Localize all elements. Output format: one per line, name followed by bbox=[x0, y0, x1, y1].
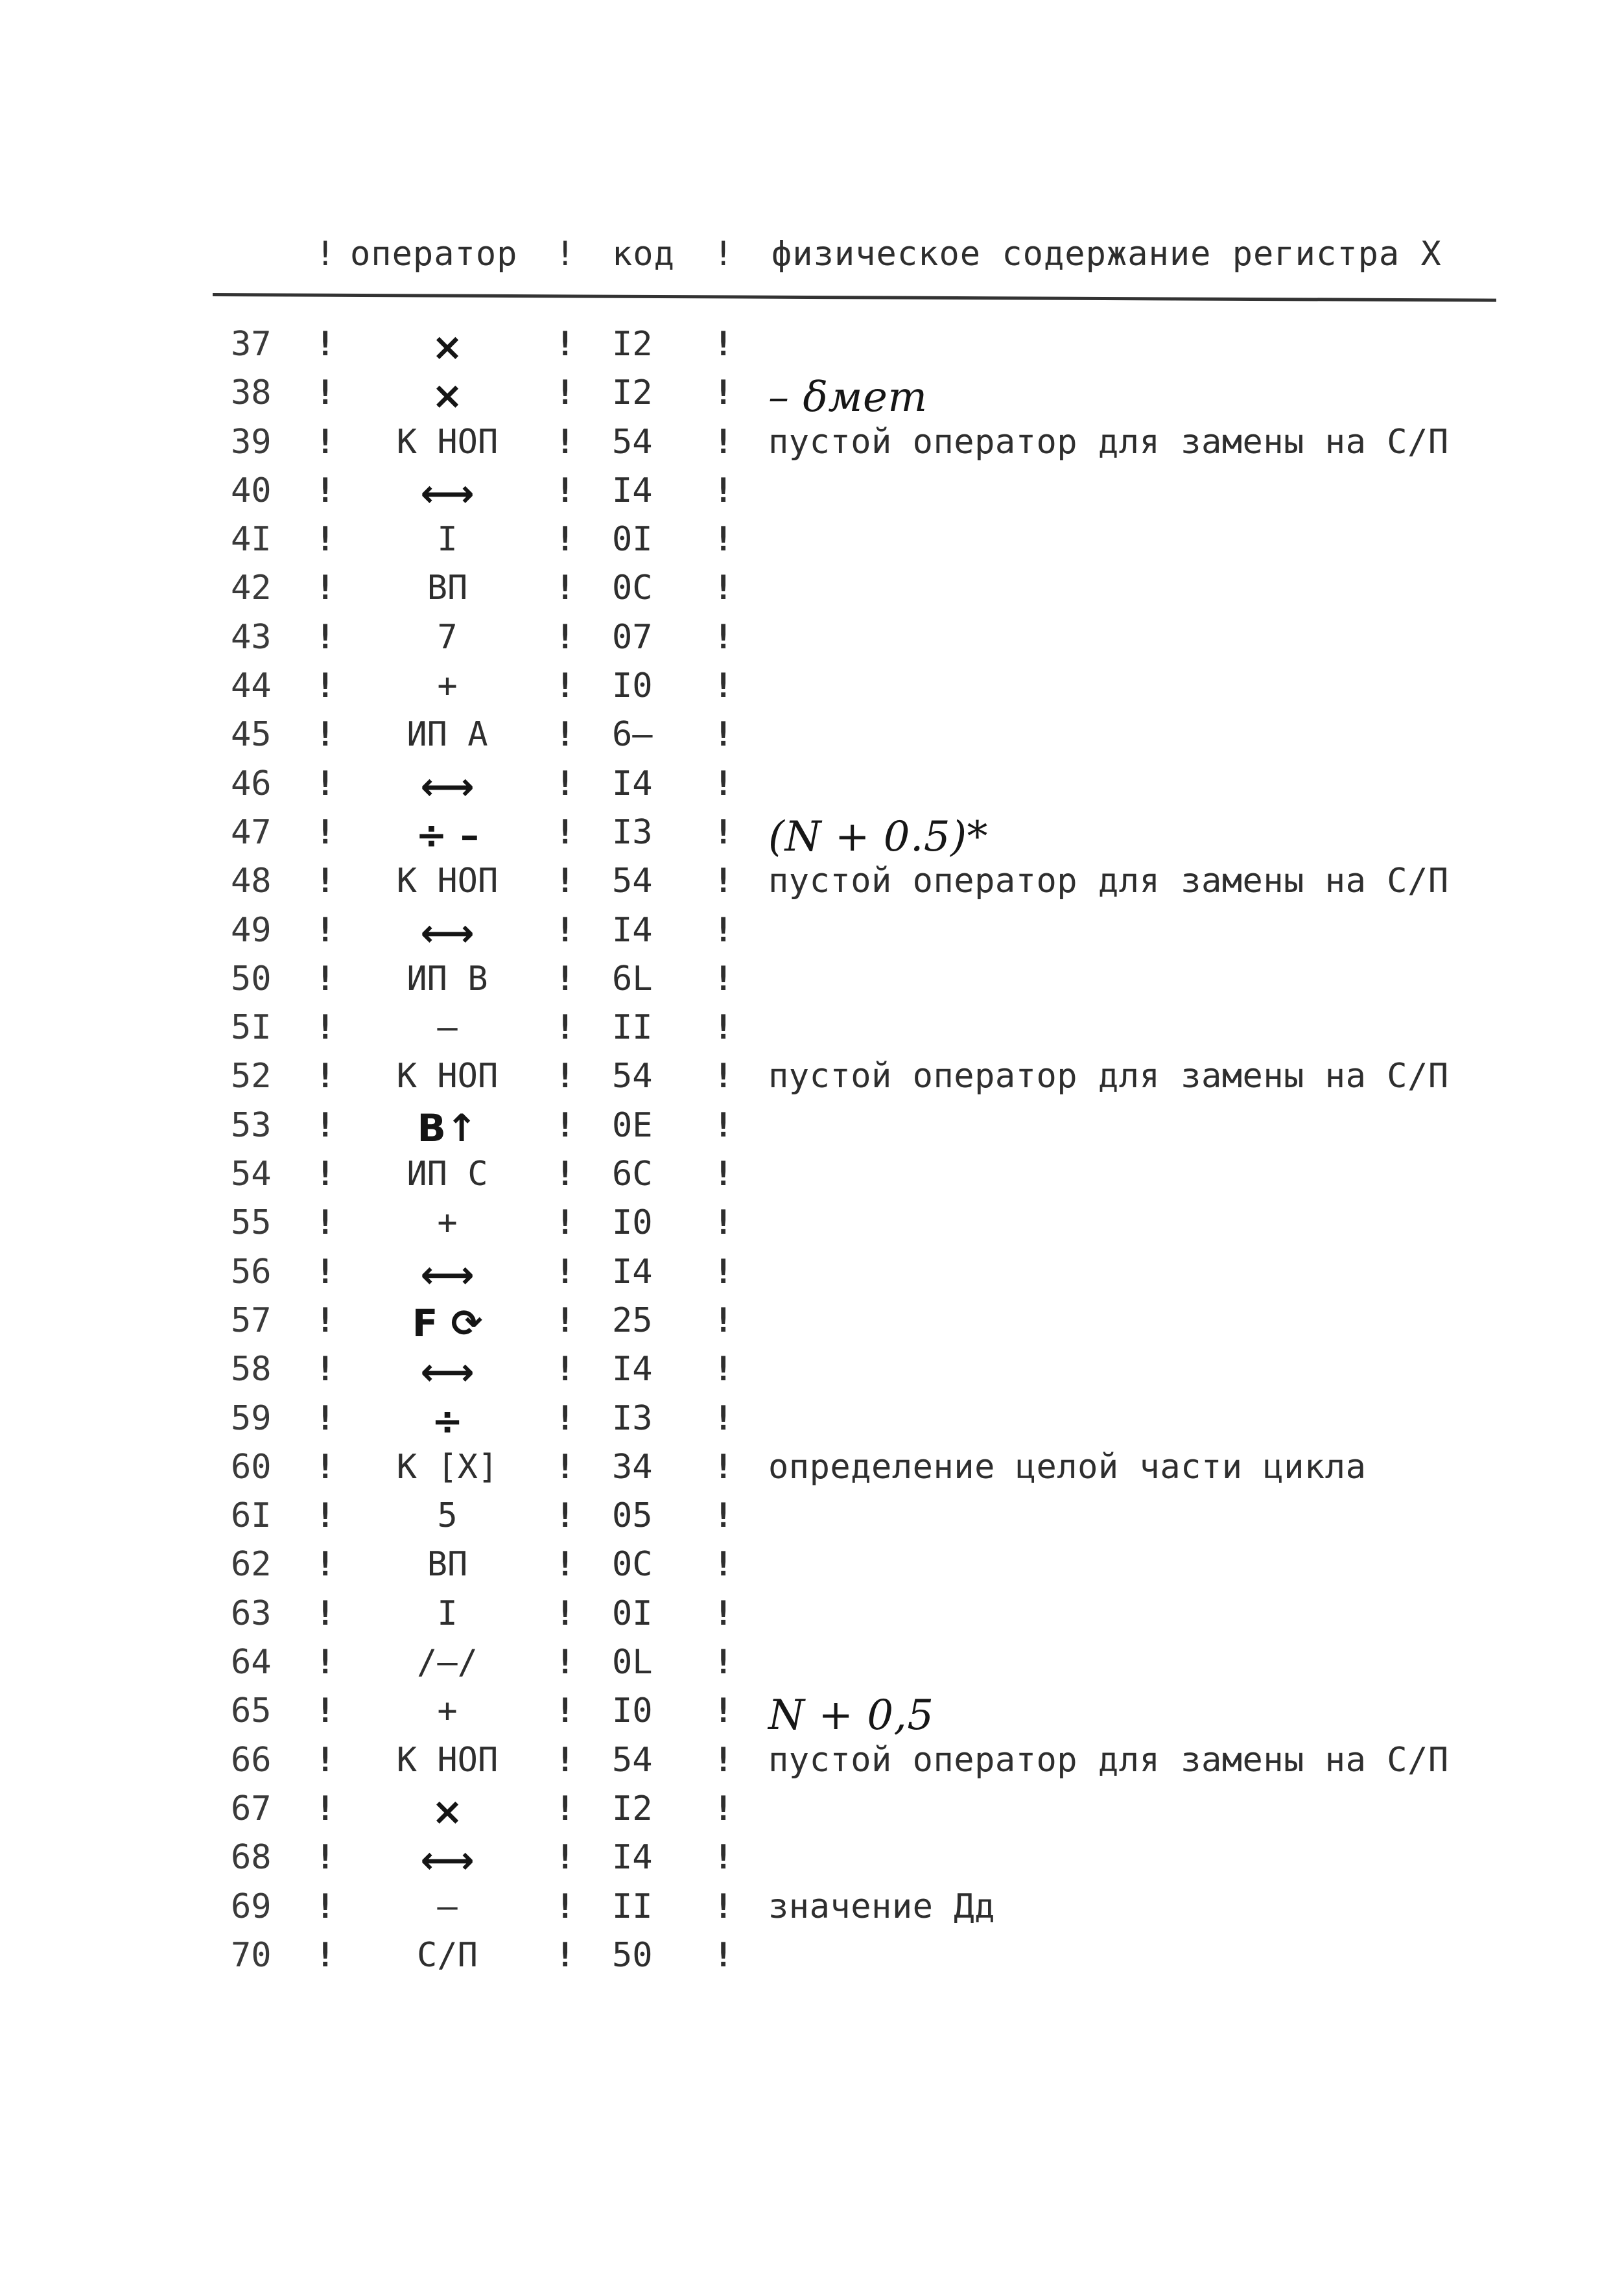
column-separator: ! bbox=[315, 1789, 336, 1828]
operator-cell: ⟷ bbox=[420, 1350, 475, 1395]
column-separator: ! bbox=[555, 862, 576, 901]
column-separator: ! bbox=[555, 1740, 576, 1780]
description-cell: пустой оператор для замены на С/П bbox=[768, 862, 1449, 901]
step-number: 66 bbox=[231, 1740, 272, 1780]
operator-cell: I bbox=[437, 520, 458, 560]
step-number: 59 bbox=[231, 1398, 272, 1438]
code-cell: 54 bbox=[612, 422, 653, 462]
column-separator: ! bbox=[713, 1643, 734, 1682]
column-separator: ! bbox=[713, 1935, 734, 1975]
description-cell: пустой оператор для замены на С/П bbox=[768, 422, 1449, 462]
description-cell: пустой оператор для замены на С/П bbox=[768, 1057, 1449, 1096]
column-separator: ! bbox=[315, 1887, 336, 1926]
step-number: 64 bbox=[231, 1643, 272, 1682]
column-separator: ! bbox=[713, 1838, 734, 1878]
column-separator: ! bbox=[555, 373, 576, 413]
listing-row bbox=[0, 663, 1624, 711]
step-number: 46 bbox=[231, 764, 272, 803]
column-separator: ! bbox=[713, 422, 734, 462]
column-separator: ! bbox=[555, 1838, 576, 1878]
operator-cell: + bbox=[437, 1691, 458, 1731]
program-rows bbox=[0, 321, 1624, 1981]
column-separator: ! bbox=[315, 520, 336, 560]
column-separator: ! bbox=[555, 1301, 576, 1340]
column-separator: ! bbox=[315, 1350, 336, 1389]
operator-cell: ИП А bbox=[406, 715, 488, 755]
step-number: 58 bbox=[231, 1350, 272, 1389]
code-cell: 54 bbox=[612, 862, 653, 901]
column-separator: ! bbox=[713, 373, 734, 413]
code-cell: 07 bbox=[612, 617, 653, 657]
operator-cell: К НОП bbox=[396, 862, 499, 901]
operator-cell: ВП bbox=[427, 569, 468, 608]
step-number: 54 bbox=[231, 1155, 272, 1194]
operator-cell: К НОП bbox=[396, 422, 499, 462]
column-separator: ! bbox=[315, 1838, 336, 1878]
operator-cell: – bbox=[437, 1008, 458, 1048]
column-separator: ! bbox=[713, 1203, 734, 1243]
column-separator: ! bbox=[713, 1594, 734, 1633]
description-cell: N + 0,5 bbox=[768, 1691, 934, 1740]
step-number: 50 bbox=[231, 959, 272, 998]
listing-row bbox=[0, 1395, 1624, 1444]
column-separator: ! bbox=[315, 1203, 336, 1243]
column-separator: ! bbox=[713, 617, 734, 657]
column-separator: ! bbox=[315, 1008, 336, 1048]
code-cell: 6– bbox=[612, 715, 653, 755]
step-number: 57 bbox=[231, 1301, 272, 1340]
step-number: 48 bbox=[231, 862, 272, 901]
column-separator: ! bbox=[555, 1447, 576, 1487]
column-separator: ! bbox=[555, 1691, 576, 1731]
column-separator: ! bbox=[315, 1545, 336, 1585]
listing-row bbox=[0, 809, 1624, 861]
code-cell: 6L bbox=[612, 959, 653, 998]
operator-cell: ⟷ bbox=[420, 1838, 475, 1883]
column-separator: ! bbox=[315, 715, 336, 755]
column-separator: ! bbox=[315, 1301, 336, 1340]
column-separator: ! bbox=[555, 1789, 576, 1828]
operator-cell: 5 bbox=[437, 1496, 458, 1536]
step-number: 62 bbox=[231, 1545, 272, 1585]
column-separator: ! bbox=[555, 959, 576, 998]
header-code: код bbox=[612, 235, 675, 274]
column-separator: ! bbox=[713, 812, 734, 852]
listing-row bbox=[0, 467, 1624, 516]
column-separator: ! bbox=[713, 1740, 734, 1780]
operator-cell: /–/ bbox=[417, 1643, 478, 1682]
column-separator: ! bbox=[713, 1350, 734, 1389]
step-number: 39 bbox=[231, 422, 272, 462]
column-separator: ! bbox=[713, 1155, 734, 1194]
column-separator: ! bbox=[713, 1887, 734, 1926]
column-separator: ! bbox=[315, 1252, 336, 1291]
column-separator: ! bbox=[555, 422, 576, 462]
code-cell: 0Е bbox=[612, 1105, 653, 1145]
column-separator: ! bbox=[713, 1447, 734, 1487]
column-separator: ! bbox=[713, 1057, 734, 1096]
step-number: 56 bbox=[231, 1252, 272, 1291]
column-separator: ! bbox=[555, 1008, 576, 1048]
column-separator: ! bbox=[315, 1935, 336, 1975]
code-cell: I4 bbox=[612, 1838, 653, 1878]
listing-row bbox=[0, 370, 1624, 422]
step-number: 37 bbox=[231, 325, 272, 364]
code-cell: 0L bbox=[612, 1643, 653, 1682]
operator-cell: × bbox=[431, 325, 464, 369]
column-separator: ! bbox=[315, 764, 336, 803]
operator-cell: ÷ – bbox=[416, 812, 479, 857]
step-number: 38 bbox=[231, 373, 272, 413]
listing-row bbox=[0, 516, 1624, 565]
description-cell: определение целой части цикла bbox=[768, 1447, 1367, 1487]
column-separator: ! bbox=[555, 617, 576, 657]
column-separator: ! bbox=[555, 1643, 576, 1682]
step-number: 65 bbox=[231, 1691, 272, 1731]
column-separator: ! bbox=[555, 1155, 576, 1194]
listing-row bbox=[0, 711, 1624, 760]
code-cell: I4 bbox=[612, 910, 653, 950]
operator-cell: ВП bbox=[427, 1545, 468, 1585]
column-separator: ! bbox=[315, 862, 336, 901]
code-cell: 50 bbox=[612, 1935, 653, 1975]
code-cell: 6С bbox=[612, 1155, 653, 1194]
listing-row bbox=[0, 1444, 1624, 1492]
column-separator: ! bbox=[555, 1545, 576, 1585]
operator-cell: С/П bbox=[417, 1935, 478, 1975]
step-number: 44 bbox=[231, 666, 272, 706]
listing-row bbox=[0, 1199, 1624, 1248]
column-separator: ! bbox=[713, 325, 734, 364]
operator-cell: 7 bbox=[437, 617, 458, 657]
operator-cell: × bbox=[431, 373, 464, 418]
listing-row bbox=[0, 1297, 1624, 1346]
step-number: 40 bbox=[231, 471, 272, 510]
listing-row bbox=[0, 1053, 1624, 1102]
operator-cell: ÷ bbox=[431, 1398, 464, 1443]
column-separator: ! bbox=[555, 1935, 576, 1975]
step-number: 68 bbox=[231, 1838, 272, 1878]
code-cell: I4 bbox=[612, 1252, 653, 1291]
column-separator: ! bbox=[555, 764, 576, 803]
code-cell: 0I bbox=[612, 1594, 653, 1633]
operator-cell: К [X] bbox=[396, 1447, 499, 1487]
column-separator: ! bbox=[555, 1594, 576, 1633]
step-number: 49 bbox=[231, 910, 272, 950]
code-cell: I2 bbox=[612, 373, 653, 413]
operator-cell: F ⟳ bbox=[412, 1301, 483, 1345]
operator-cell: ⟷ bbox=[420, 910, 475, 955]
code-cell: 54 bbox=[612, 1057, 653, 1096]
operator-cell: К НОП bbox=[396, 1057, 499, 1096]
listing-row bbox=[0, 1346, 1624, 1395]
column-separator: ! bbox=[555, 1203, 576, 1243]
listing-row bbox=[0, 1737, 1624, 1785]
listing-row bbox=[0, 321, 1624, 370]
code-cell: 54 bbox=[612, 1740, 653, 1780]
code-cell: 0I bbox=[612, 520, 653, 560]
column-separator: ! bbox=[555, 1887, 576, 1926]
step-number: 45 bbox=[231, 715, 272, 755]
column-separator: ! bbox=[315, 812, 336, 852]
step-number: 4I bbox=[231, 520, 272, 560]
header-separator: ! bbox=[315, 235, 336, 274]
column-separator: ! bbox=[713, 1252, 734, 1291]
column-separator: ! bbox=[555, 471, 576, 510]
column-separator: ! bbox=[713, 1789, 734, 1828]
step-number: 60 bbox=[231, 1447, 272, 1487]
column-separator: ! bbox=[713, 715, 734, 755]
code-cell: I3 bbox=[612, 1398, 653, 1438]
code-cell: 0С bbox=[612, 569, 653, 608]
column-separator: ! bbox=[315, 1447, 336, 1487]
column-separator: ! bbox=[713, 1398, 734, 1438]
step-number: 47 bbox=[231, 812, 272, 852]
listing-row bbox=[0, 760, 1624, 809]
listing-row bbox=[0, 1492, 1624, 1541]
header-separator: ! bbox=[555, 235, 576, 274]
code-cell: 0С bbox=[612, 1545, 653, 1585]
listing-row bbox=[0, 907, 1624, 956]
column-separator: ! bbox=[555, 1496, 576, 1536]
code-cell: I0 bbox=[612, 1203, 653, 1243]
step-number: 6I bbox=[231, 1496, 272, 1536]
column-separator: ! bbox=[555, 520, 576, 560]
listing-row bbox=[0, 1785, 1624, 1834]
listing-row bbox=[0, 614, 1624, 663]
listing-row bbox=[0, 1249, 1624, 1297]
column-separator: ! bbox=[713, 569, 734, 608]
column-separator: ! bbox=[555, 666, 576, 706]
step-number: 67 bbox=[231, 1789, 272, 1828]
listing-row bbox=[0, 565, 1624, 613]
code-cell: I4 bbox=[612, 764, 653, 803]
listing-row bbox=[0, 1639, 1624, 1688]
operator-cell: В↑ bbox=[417, 1105, 478, 1150]
column-separator: ! bbox=[315, 959, 336, 998]
column-separator: ! bbox=[713, 1008, 734, 1048]
column-separator: ! bbox=[315, 910, 336, 950]
header-separator: ! bbox=[713, 235, 735, 274]
operator-cell: – bbox=[437, 1887, 458, 1926]
code-cell: II bbox=[612, 1008, 653, 1048]
column-separator: ! bbox=[315, 1105, 336, 1145]
step-number: 42 bbox=[231, 569, 272, 608]
column-separator: ! bbox=[315, 666, 336, 706]
listing-row bbox=[0, 1590, 1624, 1639]
operator-cell: ⟷ bbox=[420, 471, 475, 515]
column-separator: ! bbox=[555, 325, 576, 364]
column-separator: ! bbox=[315, 1594, 336, 1633]
column-separator: ! bbox=[713, 1105, 734, 1145]
column-separator: ! bbox=[713, 764, 734, 803]
code-cell: 05 bbox=[612, 1496, 653, 1536]
description-cell: значение Дд bbox=[768, 1887, 995, 1926]
step-number: 63 bbox=[231, 1594, 272, 1633]
column-separator: ! bbox=[555, 812, 576, 852]
column-separator: ! bbox=[713, 1691, 734, 1731]
code-cell: I2 bbox=[612, 1789, 653, 1828]
listing-row bbox=[0, 1932, 1624, 1981]
column-separator: ! bbox=[713, 520, 734, 560]
operator-cell: × bbox=[431, 1789, 464, 1833]
code-cell: I2 bbox=[612, 325, 653, 364]
listing-row bbox=[0, 419, 1624, 467]
column-separator: ! bbox=[713, 666, 734, 706]
column-separator: ! bbox=[315, 1496, 336, 1536]
step-number: 43 bbox=[231, 617, 272, 657]
column-separator: ! bbox=[713, 959, 734, 998]
operator-cell: + bbox=[437, 1203, 458, 1243]
listing-row bbox=[0, 956, 1624, 1004]
step-number: 69 bbox=[231, 1887, 272, 1926]
listing-row bbox=[0, 1883, 1624, 1932]
operator-cell: ⟷ bbox=[420, 764, 475, 808]
description-cell: – δмет bbox=[768, 373, 928, 422]
header-operator: оператор bbox=[350, 235, 518, 274]
column-separator: ! bbox=[555, 1105, 576, 1145]
column-separator: ! bbox=[555, 715, 576, 755]
column-separator: ! bbox=[713, 1496, 734, 1536]
column-separator: ! bbox=[315, 569, 336, 608]
header-rule bbox=[213, 293, 1496, 302]
column-separator: ! bbox=[555, 1252, 576, 1291]
column-separator: ! bbox=[713, 1301, 734, 1340]
listing-row bbox=[0, 1541, 1624, 1590]
listing-row bbox=[0, 1004, 1624, 1053]
step-number: 70 bbox=[231, 1935, 272, 1975]
column-separator: ! bbox=[315, 373, 336, 413]
listing-row bbox=[0, 858, 1624, 906]
operator-cell: I bbox=[437, 1594, 458, 1633]
column-separator: ! bbox=[315, 1691, 336, 1731]
code-cell: 34 bbox=[612, 1447, 653, 1487]
column-separator: ! bbox=[315, 1057, 336, 1096]
listing-row bbox=[0, 1834, 1624, 1883]
header-description: физическое содержание регистра Х bbox=[771, 235, 1442, 274]
code-cell: I0 bbox=[612, 1691, 653, 1731]
code-cell: I0 bbox=[612, 666, 653, 706]
column-separator: ! bbox=[555, 1398, 576, 1438]
column-separator: ! bbox=[555, 569, 576, 608]
listing-row bbox=[0, 1151, 1624, 1199]
step-number: 52 bbox=[231, 1057, 272, 1096]
column-separator: ! bbox=[315, 1740, 336, 1780]
column-separator: ! bbox=[555, 1350, 576, 1389]
column-separator: ! bbox=[315, 325, 336, 364]
column-separator: ! bbox=[315, 471, 336, 510]
code-cell: I4 bbox=[612, 471, 653, 510]
code-cell: I3 bbox=[612, 812, 653, 852]
column-separator: ! bbox=[555, 1057, 576, 1096]
column-separator: ! bbox=[713, 1545, 734, 1585]
column-separator: ! bbox=[555, 910, 576, 950]
code-cell: 25 bbox=[612, 1301, 653, 1340]
column-separator: ! bbox=[315, 1398, 336, 1438]
operator-cell: ⟷ bbox=[420, 1252, 475, 1297]
column-separator: ! bbox=[315, 1155, 336, 1194]
listing-row bbox=[0, 1688, 1624, 1740]
code-cell: II bbox=[612, 1887, 653, 1926]
operator-cell: ИП С bbox=[406, 1155, 488, 1194]
column-separator: ! bbox=[315, 422, 336, 462]
operator-cell: ИП В bbox=[406, 959, 488, 998]
column-separator: ! bbox=[713, 910, 734, 950]
column-separator: ! bbox=[315, 617, 336, 657]
code-cell: I4 bbox=[612, 1350, 653, 1389]
listing-row bbox=[0, 1102, 1624, 1151]
column-separator: ! bbox=[315, 1643, 336, 1682]
description-cell: пустой оператор для замены на С/П bbox=[768, 1740, 1449, 1780]
table-header bbox=[0, 235, 1624, 287]
step-number: 5I bbox=[231, 1008, 272, 1048]
step-number: 53 bbox=[231, 1105, 272, 1145]
column-separator: ! bbox=[713, 471, 734, 510]
operator-cell: К НОП bbox=[396, 1740, 499, 1780]
step-number: 55 bbox=[231, 1203, 272, 1243]
column-separator: ! bbox=[713, 862, 734, 901]
operator-cell: + bbox=[437, 666, 458, 706]
description-cell: (N + 0.5)* bbox=[768, 812, 989, 861]
